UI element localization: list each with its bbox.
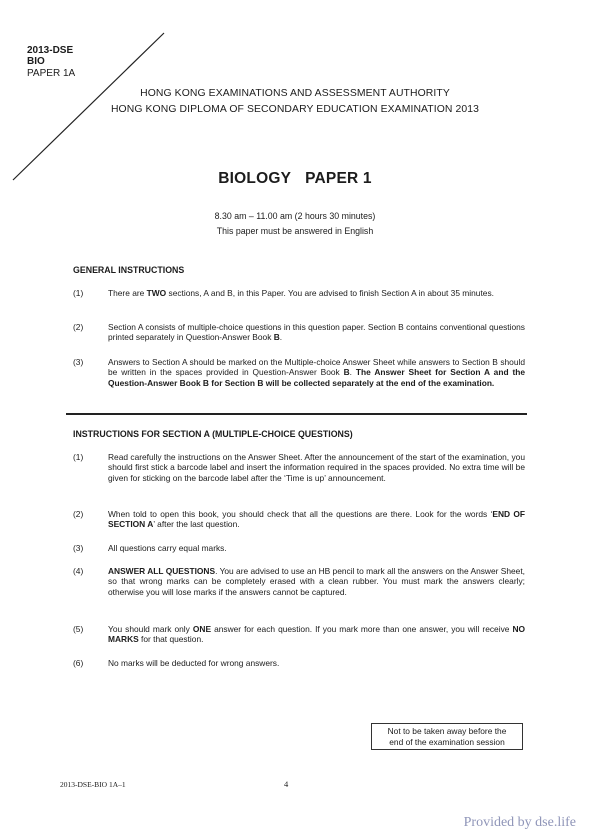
emphasis-text: TWO: [146, 288, 167, 298]
text-run: Answers to Section A should be marked on the Multiple-choice Answer Sheet while answers to Section B should be written in the spaces provided in Question-Answer Book: [108, 357, 525, 378]
emphasis-text: B: [343, 367, 350, 378]
emphasis-text: ANSWER ALL QUESTIONS: [108, 566, 216, 576]
item-number: (6): [73, 658, 84, 668]
text-run: .: [349, 367, 356, 378]
item-text: [108, 288, 525, 298]
section-a-instruction-3: [73, 543, 525, 553]
item-number: (1): [73, 288, 84, 298]
item-text: [108, 624, 525, 645]
item-text: [108, 452, 525, 483]
emphasis-text: B: [273, 332, 280, 343]
item-number: (2): [73, 322, 84, 332]
section-a-instruction-2: [73, 509, 525, 530]
item-number: (3): [73, 543, 84, 553]
text-run: When told to open this book, you should check that all the questions are there. Look for the words ‘: [108, 509, 493, 519]
text-run: .: [279, 332, 283, 343]
section-a-instruction-5: [73, 624, 525, 645]
general-instruction-3: [73, 357, 525, 388]
text-run: All questions carry equal marks.: [108, 543, 227, 553]
general-instructions-heading: GENERAL INSTRUCTIONS: [73, 265, 185, 275]
subject-title: BIOLOGY: [218, 170, 292, 187]
item-number: (2): [73, 509, 84, 519]
text-run: Read carefully the instructions on the Answer Sheet. After the announcement of the start of the examination, you should first stick a barcode label and insert the information required in the spaces provided. No extra time will be given for sticking on the barcode label after the ‘Time is up’ announcement.: [108, 452, 525, 483]
footer-paper-code: 2013-DSE-BIO 1A–1: [60, 780, 126, 789]
code-line-paper: PAPER 1A: [27, 68, 76, 79]
section-a-instruction-4: [73, 566, 525, 597]
paper-code-block: [27, 45, 75, 79]
language-note: This paper must be answered in English: [216, 226, 374, 236]
text-run: No marks will be deducted for wrong answers.: [108, 658, 280, 668]
take-away-notice-box: [371, 723, 523, 750]
paper-title: PAPER 1: [305, 170, 372, 187]
item-number: (3): [73, 357, 84, 367]
item-number: (4): [73, 566, 84, 576]
page-title: [0, 170, 590, 188]
text-run: Section A consists of multiple-choice questions in this question paper. Section B contains conventional questions printed separately in Question-Answer Book: [108, 322, 525, 343]
item-number: (5): [73, 624, 84, 634]
section-divider: [66, 413, 527, 415]
item-text: [108, 322, 525, 343]
page-number: 4: [284, 779, 289, 789]
text-run: You should mark only: [108, 624, 193, 634]
exam-name: HONG KONG DIPLOMA OF SECONDARY EDUCATION EXAMINATION 2013: [110, 104, 480, 115]
text-run: ’ after the last question.: [153, 519, 240, 530]
authority-name: HONG KONG EXAMINATIONS AND ASSESSMENT AUTHORITY: [140, 88, 450, 99]
text-run: . You are advised to use an HB pencil to mark all the answers on the Answer Sheet, so that wrong marks can be completely erased with a clean rubber. You must mark the answers clearly; otherwise you will lose marks if the answers cannot be captured.: [108, 566, 525, 597]
exam-time: 8.30 am – 11.00 am (2 hours 30 minutes): [214, 211, 376, 221]
text-run: There are: [108, 288, 147, 298]
emphasis-text: NO MARKS: [108, 624, 525, 645]
section-a-instruction-6: [73, 658, 525, 668]
item-number: (1): [73, 452, 84, 462]
text-run: answer for each question. If you mark more than one answer, you will receive: [211, 624, 513, 634]
code-line-subject: BIO: [27, 56, 45, 67]
item-text: [108, 357, 525, 388]
section-a-instruction-1: [73, 452, 525, 483]
item-text: [108, 566, 525, 597]
general-instruction-2: [73, 322, 525, 343]
source-watermark: Provided by dse.life: [463, 815, 576, 830]
item-text: [108, 509, 525, 530]
emphasis-text: ONE: [192, 624, 212, 634]
item-text: [108, 658, 525, 668]
text-run: for that question.: [138, 634, 204, 645]
notice-line-1: Not to be taken away before the: [387, 726, 507, 736]
section-a-heading: INSTRUCTIONS FOR SECTION A (MULTIPLE-CHOICE QUESTIONS): [73, 429, 353, 439]
item-text: [108, 543, 525, 553]
emphasis-text: END OF SECTION A: [108, 509, 526, 530]
text-run: sections, A and B, in this Paper. You are advised to finish Section A in about 35 minutes.: [166, 288, 494, 298]
emphasis-text: The Answer Sheet for Section A and the Question-Answer Book B for Section B will be collected separately at the end of the examination.: [108, 367, 526, 388]
code-line-dse: 2013-DSE: [27, 45, 74, 56]
general-instruction-1: [73, 288, 525, 298]
notice-line-2: end of the examination session: [389, 736, 505, 747]
